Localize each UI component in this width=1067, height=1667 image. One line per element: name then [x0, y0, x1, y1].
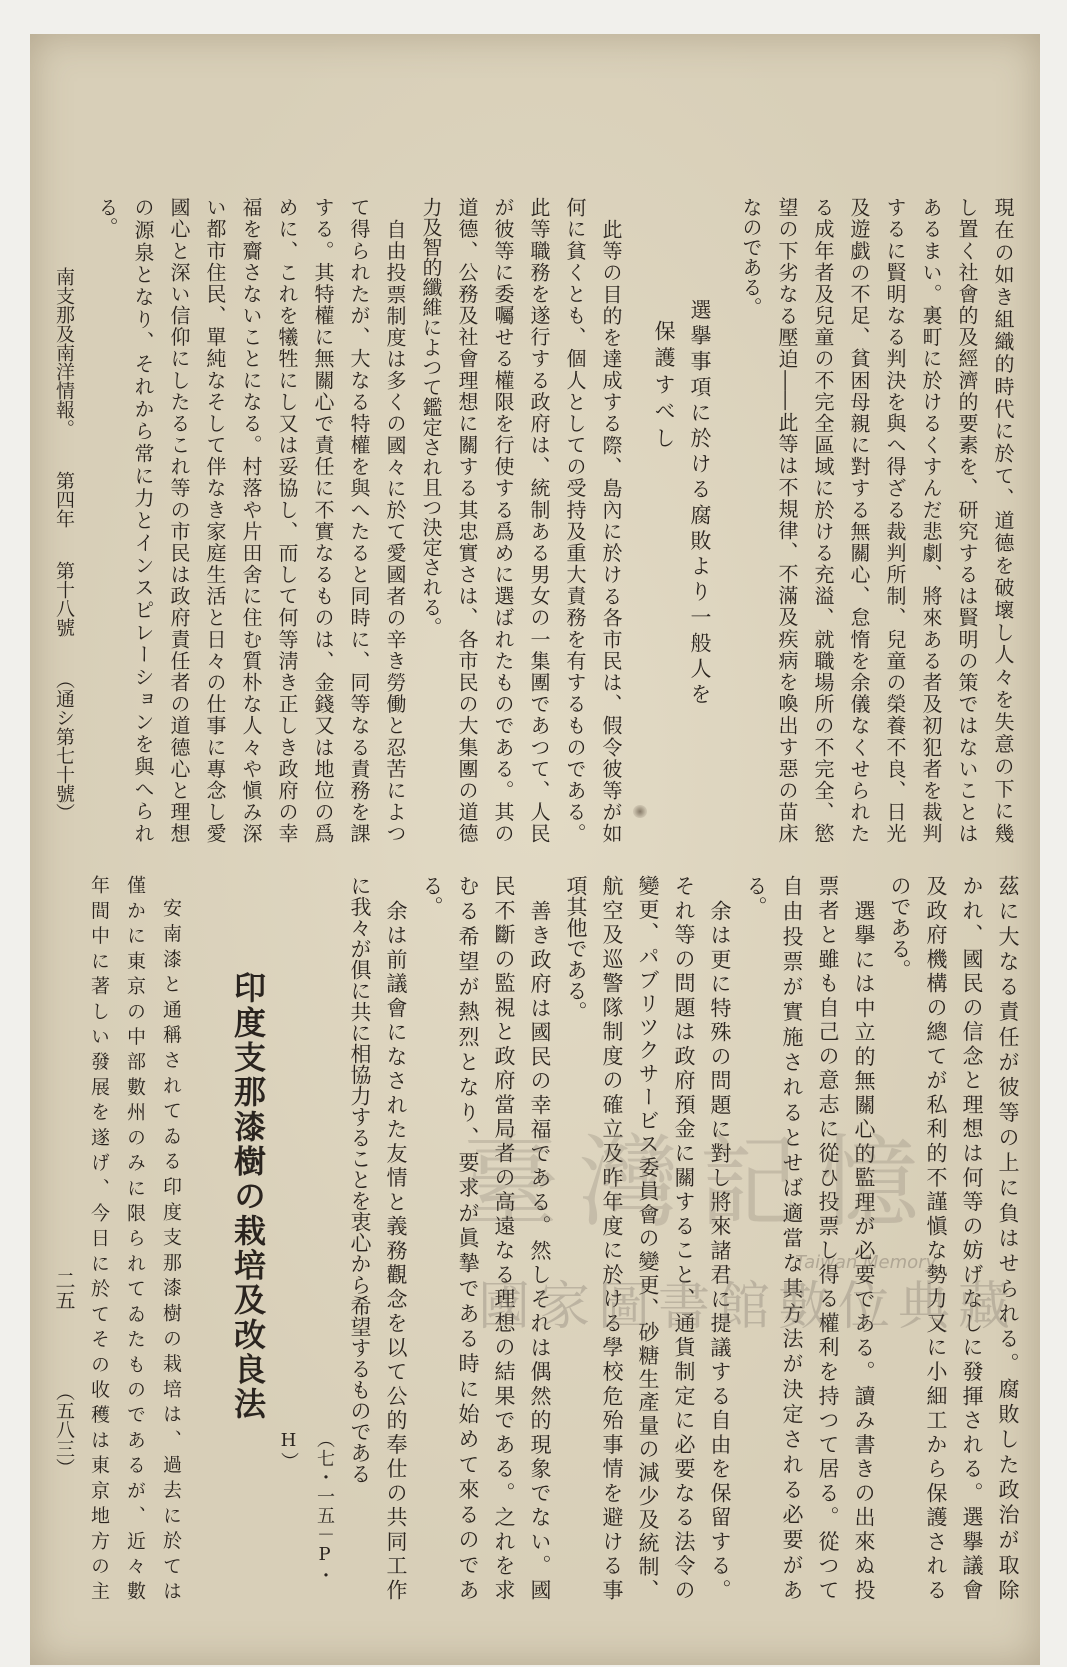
issue-number: 第十八號	[53, 561, 75, 637]
text-column: る。	[744, 875, 768, 917]
text-column: 國心と深い信仰にしたるこれ等の市民は政府責任者の道德心と理想	[167, 197, 191, 843]
text-column: 票者と雖も自己の意志に從ひ投票し得る權利を持つて居る。從つて	[816, 875, 840, 1600]
text-column: し置く社會的及經濟的要素を、研究するは賢明の策ではないことは	[955, 197, 979, 843]
section-heading	[629, 197, 733, 843]
article-title: 印度支那漆樹の栽培及改良法	[229, 971, 267, 1419]
text-column: 自由投票制度は多くの國々に於て愛國者の辛き勞働と忍苦によつ	[383, 219, 407, 843]
watermark-logo-english: Taiwan Memory	[795, 1252, 937, 1273]
text-column: 安南漆と通稱されてゐる印度支那漆樹の栽培は、過去に於ては	[160, 898, 182, 1600]
text-column: 善き政府は國民の幸福である。然しそれは偶然的現象でない。國	[528, 900, 552, 1600]
text-column: 年間中に著しい發展を遂げ、今日に於てその收穫は東京地方の主	[88, 875, 110, 1600]
text-column: 僅かに東京の中部數州のみに限られてゐたものであるが、近々數	[124, 875, 146, 1600]
text-column: 民不斷の監視と政府當局者の高遠なる理想の結果である。之れを求	[492, 875, 516, 1600]
text-column: 何に貧くとも、個人としての受持及重大責務を有するものである。	[563, 197, 587, 843]
text-column: が彼等に委囑せる權限を行使する爲めに選ばれたものである。其の	[491, 197, 515, 843]
text-column: て得られたが、大なる特權を與へたると同時に、同等なる責務を課	[347, 197, 371, 843]
text-column: 航空及巡警隊制度の確立及昨年度に於ける學校危殆事情を避ける事	[600, 875, 624, 1601]
ink-spot	[633, 805, 647, 818]
text-column: 茲に大なる責任が彼等の上に負はせられる。腐敗した政治が取除	[996, 875, 1020, 1600]
upper-tier	[89, 197, 1021, 843]
running-header	[46, 267, 82, 822]
watermark-institution: 國家圖書館數位典藏	[478, 1277, 1019, 1337]
journal-title: 南支那及南洋情報。	[53, 267, 75, 438]
text-column: の源泉となり、それから常に力とインスピレーションを與へられ	[131, 197, 155, 843]
text-column: かれ、國民の信念と理想は何等の妨げなしに發揮される。選擧議會	[960, 875, 984, 1600]
section-heading-line: 選擧事項に於ける腐敗より一般人を	[688, 299, 712, 704]
text-column: なのである。	[739, 197, 763, 317]
text-column: めに、これを犧牲にし又は妥協し、而して何等淸き正しき政府の幸	[275, 197, 299, 843]
text-column: むる希望が熱烈となり、要求が眞摯である時に始めて來るのであ	[456, 875, 480, 1600]
text-column: 現在の如き組織的時代に於て、道德を破壞し人々を失意の下に幾	[991, 197, 1015, 843]
text-column: 道德、公務及社會理想に關する其忠實さは、各市民の大集團の道德	[455, 197, 479, 843]
text-column: 力及智的纖維によつて鑑定され且つ決定される。	[419, 197, 443, 637]
serial-number: （通シ第七十號）	[53, 670, 75, 822]
page-number: 二五	[52, 1270, 76, 1310]
text-column: 此等の目的を達成する際、島內に於ける各市民は、假令彼等が如	[599, 219, 623, 843]
text-column: 自由投票が實施されるとせば適當な其方法が決定される必要があ	[780, 875, 804, 1600]
volume-year: 第四年	[53, 471, 75, 528]
signature: （七・一五－P・H）	[278, 1430, 335, 1585]
text-column: る。	[420, 875, 444, 917]
text-column: に我々が俱に共に相協力することを衷心から希望するものである	[348, 875, 372, 1484]
text-column: 福を齎さないことになる。村落や片田舍に住む質朴な人々や愼み深	[239, 197, 263, 843]
watermark-logo: 臺灣記憶	[459, 1124, 939, 1241]
text-column: 選擧には中立的無關心的監理が必要である。讀み書きの出來ぬ投	[852, 900, 876, 1600]
text-column: る成年者及兒童の不完全區域に於ける充溢、就職場所の不完全、慾	[811, 197, 835, 843]
text-column: のである。	[888, 875, 912, 980]
article-title-block	[189, 875, 306, 1600]
text-column: 變更、パブリツクサービス委員會の變更、砂糖生產量の減少及統制、	[636, 875, 660, 1600]
text-column: 項其他である。	[564, 875, 588, 1022]
text-column: するに賢明なる判決を與へ得ざる裁判所制、兒童の榮養不良、日光	[883, 197, 907, 843]
text-column: い都市住民、單純なそして伴なき家庭生活と日々の仕事に專念し愛	[203, 197, 227, 843]
lower-tier	[81, 875, 1026, 1600]
text-column: 及政府機構の總てが私利的不謹愼な勢力又に小細工から保護される	[924, 875, 948, 1600]
text-column: 及遊戯の不足、貧困母親に對する無關心、怠惰を余儀なくせられた	[847, 197, 871, 843]
text-column: る。	[95, 197, 119, 237]
text-column: 望の下劣なる壓迫――此等は不規律、不滿及疾病を喚出す惡の苗床	[775, 197, 799, 843]
text-column: する。其特權に無關心で責任に不實なるものは、金錢又は地位の爲	[311, 197, 335, 843]
section-heading-line: 保護すべし	[652, 320, 676, 448]
cumulative-page-number: （五八三）	[53, 1382, 75, 1477]
text-column: 此等職務を遂行する政府は、統制ある男女の一集團であつて、人民	[527, 197, 551, 843]
text-column: 余は前議會になされた友情と義務觀念を以て公的奉仕の共同工作	[384, 900, 408, 1600]
text-column: それ等の問題は政府預金に關すること、通貨制定に必要なる法令の	[672, 875, 696, 1600]
text-column: 余は更に特殊の問題に對し將來諸君に提議する自由を保留する。	[708, 900, 732, 1600]
text-column: あるまい。裏町に於けるくすんだ悲劇、將來ある者及初犯者を裁判	[919, 197, 943, 843]
